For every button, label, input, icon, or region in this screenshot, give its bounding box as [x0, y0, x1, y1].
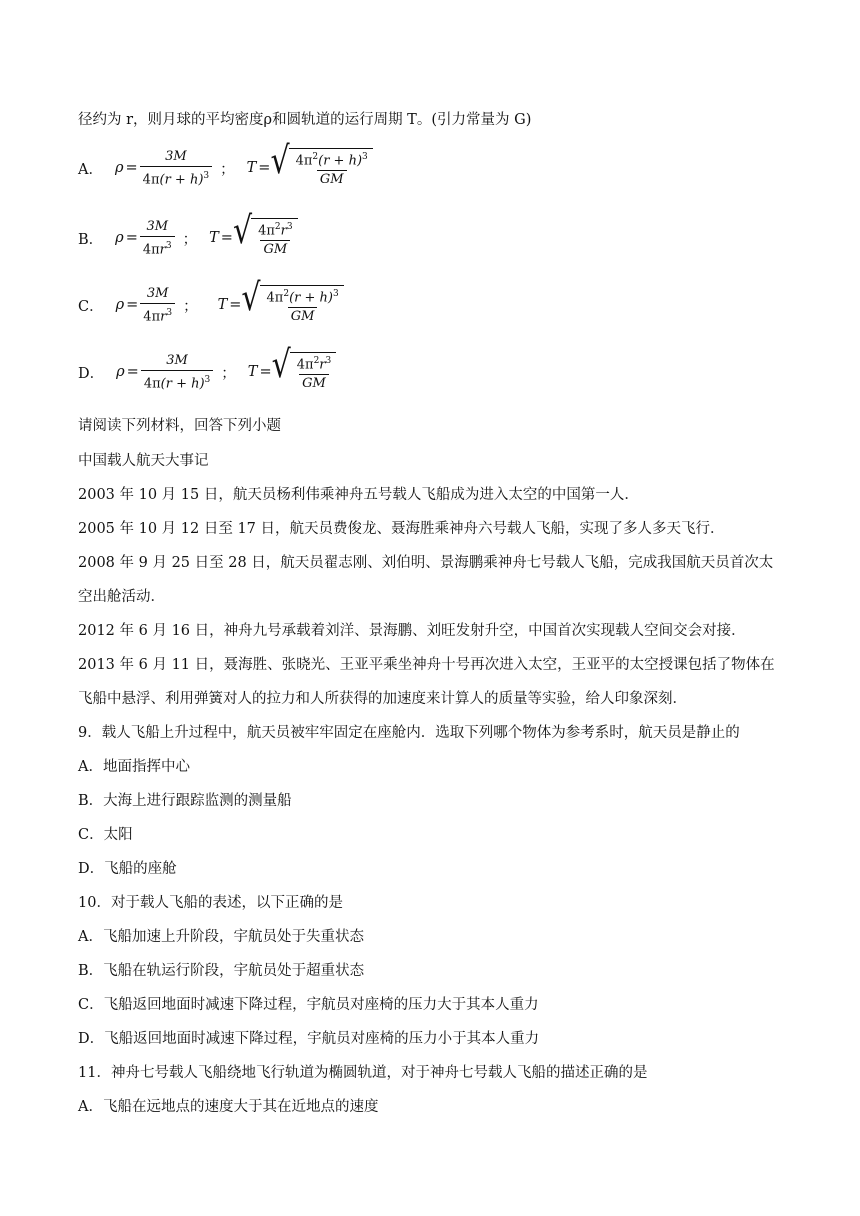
event-line: 2013 年 6 月 11 日，聂海胜、张晓光、王亚平乘坐神舟十号再次进入太空，王亚平的太空授课包括了物体在: [78, 657, 775, 673]
q10-stem: 10．对于载人飞船的表述，以下正确的是: [78, 895, 343, 911]
event-line: 2012 年 6 月 16 日，神舟九号承载着刘洋、景海鹏、刘旺发射升空，中国首次实现载人空间交会对接．: [78, 623, 746, 639]
event-line: 2008 年 9 月 25 日至 28 日，航天员翟志刚、刘伯明、景海鹏乘神舟七号载人飞船，完成我国航天员首次太: [78, 555, 774, 571]
material-intro: 请阅读下列材料，回答下列小题: [78, 418, 281, 434]
question-intro-line: 径约为 r，则月球的平均密度ρ和圆轨道的运行周期 T。(引力常量为 G): [78, 112, 532, 128]
option-d[interactable]: D． ρ = $\frac{3M}{4\pi(r + h)^3}$ ； T = √ $\frac{4\pi^2r^3}{GM}$: [78, 352, 336, 392]
option-c-rho-fraction: $\frac{3M}{4\pi r^3}$: [140, 286, 175, 325]
event-line: 空出舱活动．: [78, 589, 165, 605]
option-b-rho-fraction: $\frac{3M}{4\pi r^3}$: [140, 219, 175, 258]
option-d-rho-fraction: $\frac{3M}{4\pi(r + h)^3}$: [141, 353, 213, 392]
event-line: 2005 年 10 月 12 日至 17 日，航天员费俊龙、聂海胜乘神舟六号载人飞船，实现了多人多天飞行．: [78, 521, 725, 537]
option-c-t-sqrt: √ $\frac{4\pi^2(r + h)^3}{GM}$: [241, 285, 343, 325]
q10-option-d[interactable]: D．飞船返回地面时减速下降过程，宇航员对座椅的压力小于其本人重力: [78, 1031, 540, 1047]
option-c-label: C．: [78, 298, 104, 315]
option-a-rho-fraction: $\frac{3M}{4\pi(r + h)^3}$: [140, 149, 212, 188]
q9-option-a[interactable]: A．地面指挥中心: [78, 759, 190, 775]
option-d-label: D．: [78, 365, 105, 382]
material-title: 中国载人航天大事记: [78, 453, 209, 469]
option-b[interactable]: B． ρ = $\frac{3M}{4\pi r^3}$ ； T = √ $\frac{4\pi^2r^3}{GM}$: [78, 218, 298, 258]
q11-stem: 11．神舟七号载人飞船绕地飞行轨道为椭圆轨道，对于神舟七号载人飞船的描述正确的是: [78, 1065, 648, 1081]
option-b-label: B．: [78, 231, 104, 248]
q9-option-c[interactable]: C．太阳: [78, 827, 133, 843]
option-c[interactable]: C． ρ = $\frac{3M}{4\pi r^3}$ ； T = √ $\frac{4\pi^2(r + h)^3}{GM}$: [78, 285, 344, 325]
option-a[interactable]: A． ρ = $\frac{3M}{4\pi(r + h)^3}$ ； T = √ $\frac{4\pi^2(r + h)^3}{GM}$: [78, 148, 373, 188]
option-b-t-sqrt: √ $\frac{4\pi^2r^3}{GM}$: [233, 218, 298, 258]
option-d-t-sqrt: √ $\frac{4\pi^2r^3}{GM}$: [272, 352, 337, 392]
event-line: 2003 年 10 月 15 日，航天员杨利伟乘神舟五号载人飞船成为进入太空的中国第一人．: [78, 487, 639, 503]
q10-option-b[interactable]: B．飞船在轨运行阶段，宇航员处于超重状态: [78, 963, 365, 979]
option-a-t-sqrt: √ $\frac{4\pi^2(r + h)^3}{GM}$: [270, 148, 372, 188]
q11-option-a[interactable]: A．飞船在远地点的速度大于其在近地点的速度: [78, 1099, 379, 1115]
event-line: 飞船中悬浮、利用弹簧对人的拉力和人所获得的加速度来计算人的质量等实验，给人印象深刻．: [78, 691, 687, 707]
q9-stem: 9．载人飞船上升过程中，航天员被牢牢固定在座舱内．选取下列哪个物体为参考系时，航天员是静止的: [78, 725, 740, 741]
q9-option-d[interactable]: D．飞船的座舱: [78, 861, 177, 877]
option-a-label: A．: [78, 161, 103, 178]
q9-option-b[interactable]: B．大海上进行跟踪监测的测量船: [78, 793, 292, 809]
q10-option-c[interactable]: C．飞船返回地面时减速下降过程，宇航员对座椅的压力大于其本人重力: [78, 997, 539, 1013]
q10-option-a[interactable]: A．飞船加速上升阶段，宇航员处于失重状态: [78, 929, 364, 945]
